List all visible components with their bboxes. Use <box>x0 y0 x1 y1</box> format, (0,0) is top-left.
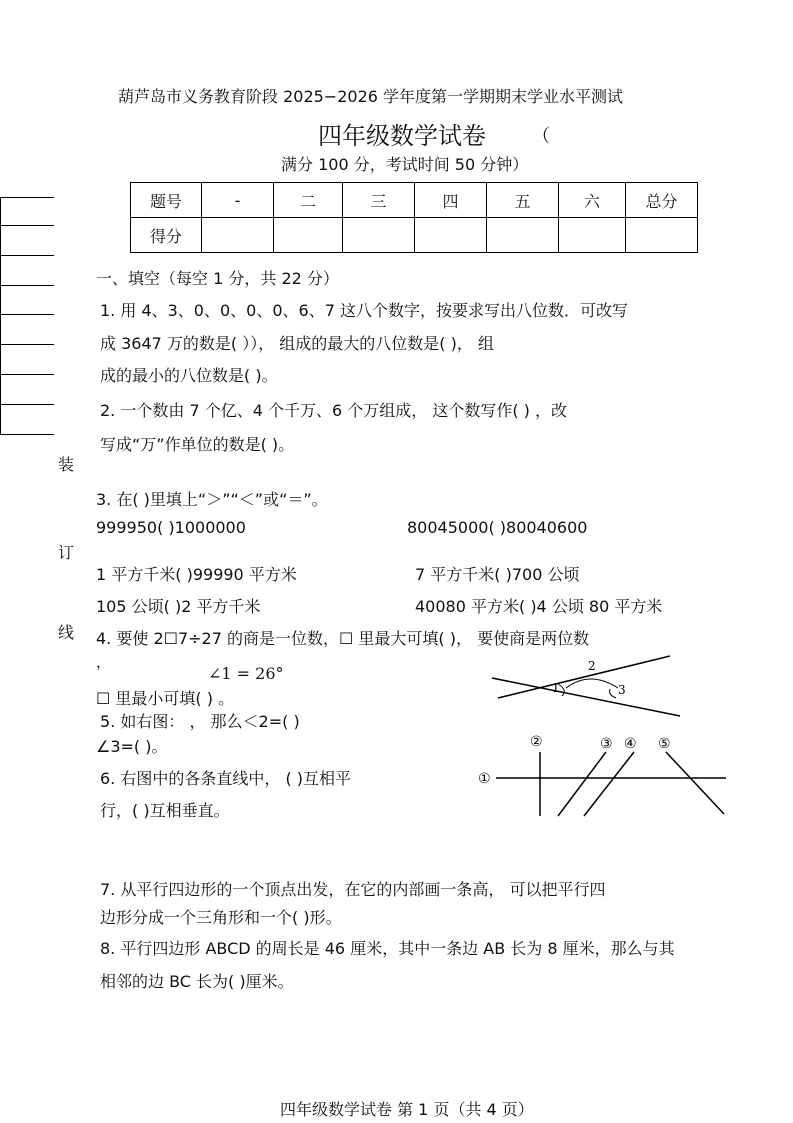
score-cell: - <box>202 183 274 218</box>
line-label-4: ④ <box>624 736 637 752</box>
margin-line <box>0 314 54 315</box>
section-heading: 一、填空（每空 1 分，共 22 分） <box>96 269 339 288</box>
margin-line <box>0 404 54 405</box>
angle-label-3: 3 <box>618 683 626 697</box>
score-cell: 题号 <box>131 183 202 218</box>
question-3-item: 7 平方千米( )700 公顷 <box>415 565 580 584</box>
score-table-header-row <box>131 183 698 218</box>
score-cell: 六 <box>559 183 626 218</box>
question-2-line-1: 2. 一个数由 7 个亿、4 个千万、6 个万组成， 这个数写作( ) ，改 <box>100 401 567 420</box>
margin-vertical-line <box>0 197 1 434</box>
question-7-line-1: 7. 从平行四边形的一个顶点出发，在它的内部画一条高， 可以把平行四 <box>100 880 606 899</box>
line-3 <box>558 752 606 816</box>
question-3-item: 105 公顷( )2 平方千米 <box>96 597 261 616</box>
score-table-score-row <box>131 218 698 253</box>
question-6-line-1: 6. 右图中的各条直线中， ( )互相平 <box>100 769 352 788</box>
question-1-line-1: 1. 用 4、3、0、0、0、0、6、7 这八个数字，按要求写出八位数．可改写 <box>100 301 628 320</box>
margin-line <box>0 197 54 198</box>
angle-line-b <box>498 656 670 698</box>
title-paren: （ <box>532 126 550 147</box>
lines-figure <box>476 730 736 820</box>
angle-2-arc <box>566 679 618 688</box>
exam-name: 葫芦岛市义务教育阶段 2025−2026 学年度第一学期期末学业水平测试 <box>118 87 624 106</box>
binding-label-ding: 订 <box>58 543 75 562</box>
angle-label-2: 2 <box>588 659 596 673</box>
page-title: 四年级数学试卷 <box>318 122 486 150</box>
margin-line <box>0 255 54 256</box>
question-6-line-2: 行，( )互相垂直。 <box>100 801 230 820</box>
line-5 <box>666 752 724 814</box>
line-label-3: ③ <box>600 736 613 752</box>
margin-line <box>0 225 54 226</box>
score-row-label: 得分 <box>131 218 202 253</box>
margin-line <box>0 374 54 375</box>
score-cell: 四 <box>415 183 487 218</box>
question-7-line-2: 边形分成一个三角形和一个( )形。 <box>100 908 342 927</box>
score-cell: 三 <box>343 183 415 218</box>
score-input-cell[interactable] <box>559 218 626 253</box>
question-8-line-1: 8. 平行四边形 ABCD 的周长是 46 厘米，其中一条边 AB 长为 8 厘米，那么与其 <box>100 939 675 958</box>
question-5-line-1: 5. 如右图： ， 那么＜2=( ) <box>100 712 300 731</box>
score-input-cell[interactable] <box>626 218 698 253</box>
score-input-cell[interactable] <box>415 218 487 253</box>
binding-label-zhuang: 装 <box>58 455 75 474</box>
angle-3-arc <box>610 689 616 698</box>
score-input-cell[interactable] <box>487 218 559 253</box>
exam-subtitle: 满分 100 分，考试时间 50 分钟） <box>281 155 529 174</box>
angle-figure <box>490 650 690 730</box>
score-table <box>130 182 698 253</box>
line-label-1: ① <box>478 771 491 787</box>
angle-1-value: ∠1 = 26° <box>208 664 284 683</box>
angle-line-a <box>492 678 680 716</box>
question-4-line-2: ☐ 里最小可填( ) 。 <box>96 689 235 708</box>
question-8-line-2: 相邻的边 BC 长为( )厘米。 <box>100 972 294 991</box>
line-4 <box>584 752 634 816</box>
margin-line <box>0 285 54 286</box>
margin-line <box>0 344 54 345</box>
question-5-line-2: ∠3=( )。 <box>96 737 168 756</box>
question-4-comma: ， <box>96 653 112 671</box>
question-3-item: 999950( )1000000 <box>96 518 246 537</box>
score-input-cell[interactable] <box>274 218 343 253</box>
question-1-line-3: 成的最小的八位数是( )。 <box>100 366 278 385</box>
binding-label-xian: 线 <box>58 623 75 642</box>
question-3-title: 3. 在( )里填上“＞”“＜”或“＝”。 <box>96 490 328 509</box>
score-cell: 总分 <box>626 183 698 218</box>
line-label-5: ⑤ <box>658 736 671 752</box>
line-label-2: ② <box>530 734 543 750</box>
score-input-cell[interactable] <box>343 218 415 253</box>
page-footer: 四年级数学试卷 第 1 页（共 4 页） <box>280 1100 534 1119</box>
score-input-cell[interactable] <box>202 218 274 253</box>
score-cell: 二 <box>274 183 343 218</box>
question-3-item: 1 平方千米( )99990 平方米 <box>96 565 297 584</box>
question-3-item: 40080 平方米( )4 公顷 80 平方米 <box>415 597 663 616</box>
margin-line <box>0 434 54 435</box>
angle-label-1: 1 <box>552 681 560 695</box>
question-2-line-2: 写成“万”作单位的数是( )。 <box>100 435 295 454</box>
question-4-line-1: 4. 要使 2☐7÷27 的商是一位数，☐ 里最大可填( )， 要使商是两位数 <box>96 629 590 648</box>
score-cell: 五 <box>487 183 559 218</box>
question-3-item: 80045000( )80040600 <box>407 518 588 537</box>
question-1-line-2: 成 3647 万的数是( ））， 组成的最大的八位数是( )， 组 <box>100 334 494 353</box>
